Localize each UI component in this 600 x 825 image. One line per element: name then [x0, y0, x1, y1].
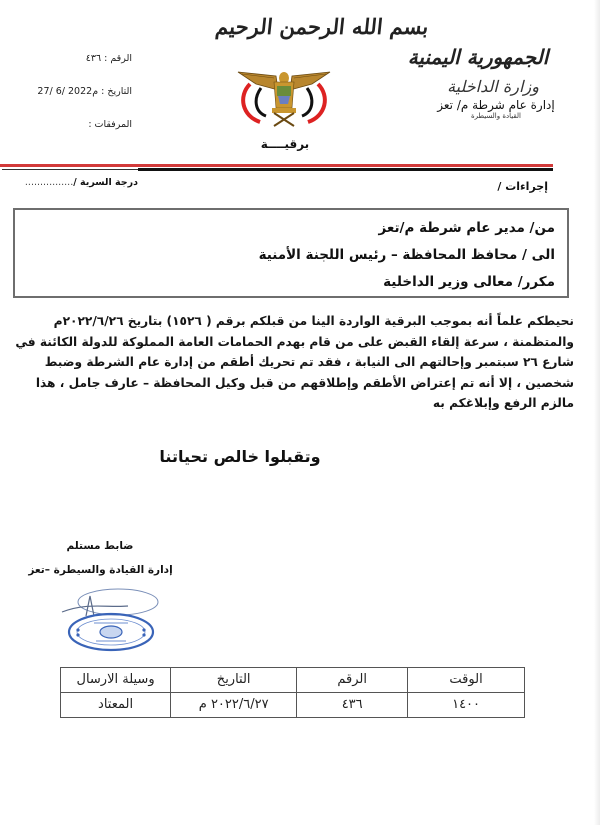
procedures-label: إجراءات /: [497, 180, 548, 193]
body-line: والمتظمنة ، سرعة إلقاء القبض على من قام بهدم الحمامات العامة المملوكة للدولة الكائنة في: [15, 334, 574, 349]
page-edge-shadow: [594, 0, 600, 825]
meta-number-label: الرقم :: [104, 53, 132, 64]
meta-number: [20, 52, 132, 72]
header-divider-red: [0, 164, 553, 167]
table-cell: ٢٠٢٢/٦/٢٧ م: [171, 693, 297, 718]
table-cell: ١٤٠٠: [408, 693, 525, 718]
table-header-row: [61, 668, 525, 693]
table-header-cell: الوقت: [408, 668, 525, 693]
body-line: شخصين ، إلا أنه تم إعتراض الأطقم وإطلاقهم من قبل وكيل المحافظة – عارف جامل ، هذا: [35, 375, 574, 390]
table-cell: المعتاد: [61, 693, 171, 718]
header-divider-black: [138, 168, 553, 171]
header-divider-thin: [2, 169, 138, 170]
meta-attachments-label: المرفقات :: [88, 119, 132, 130]
signer-title: ضابط مستلم: [66, 540, 134, 552]
signer-department: إدارة القيادة والسيطرة –تعز: [28, 564, 173, 576]
table-row: [61, 693, 525, 718]
table-header-cell: التاريخ: [171, 668, 297, 693]
ministry-block: [398, 44, 558, 121]
body-line: شارع ٢٦ سبتمبر وإحالتهم الى النيابة ، فقد تم تحريك أطقم من إدارة عام الشرطة وضبط: [44, 355, 574, 369]
closing-salutation: وتقبلوا خالص تحياتنا: [159, 447, 321, 466]
body-line: مالزم الرفع وإبلاغكم به: [432, 396, 574, 410]
address-box: [13, 208, 569, 298]
yemen-coat-of-arms-icon: [236, 66, 332, 128]
control-department-name: القيادة والسيطرة: [471, 112, 521, 120]
ministry-name: وزارة الداخلية: [447, 77, 539, 96]
secrecy-label: درجة السرية /: [73, 177, 138, 188]
table-header-cell: الرقم: [297, 668, 408, 693]
address-cc: مكرر/ معالى وزير الداخلية: [383, 274, 555, 290]
transmission-table: [60, 667, 525, 718]
basmala-heading: بسم الله الرحمن الرحيم: [214, 14, 430, 39]
meta-date-label: التاريخ :: [101, 86, 132, 97]
body-line: نحيطكم علماً أنه بموجب البرقية الواردة الينا من قبلكم برقم ( ١٥٢٦) بتاريخ ٢٠٢٢/٦/٢٦م: [53, 314, 574, 328]
police-department-name: إدارة عام شرطة م/ تعز: [437, 98, 555, 112]
meta-date-value: 27/ 6/ 2022م: [37, 86, 99, 97]
republic-name: الجمهورية اليمنية: [407, 45, 549, 69]
meta-number-value: ٤٣٦: [85, 53, 102, 64]
address-from: من/ مدير عام شرطة م/تعز: [378, 220, 555, 236]
address-to: الى / محافظ المحافظة – رئيس اللجنة الأمنية: [258, 247, 555, 263]
secrecy-value: ................: [24, 177, 74, 188]
table-header-cell: وسيلة الارسال: [61, 668, 171, 693]
official-stamp-icon: [58, 582, 164, 652]
document-type-title: برقيــــة: [260, 137, 310, 151]
meta-date: [20, 85, 132, 105]
meta-attachments: [20, 118, 132, 138]
secrecy-level: [18, 177, 138, 188]
document-meta: [20, 52, 132, 151]
message-body: [15, 311, 574, 414]
table-cell: ٤٣٦: [297, 693, 408, 718]
